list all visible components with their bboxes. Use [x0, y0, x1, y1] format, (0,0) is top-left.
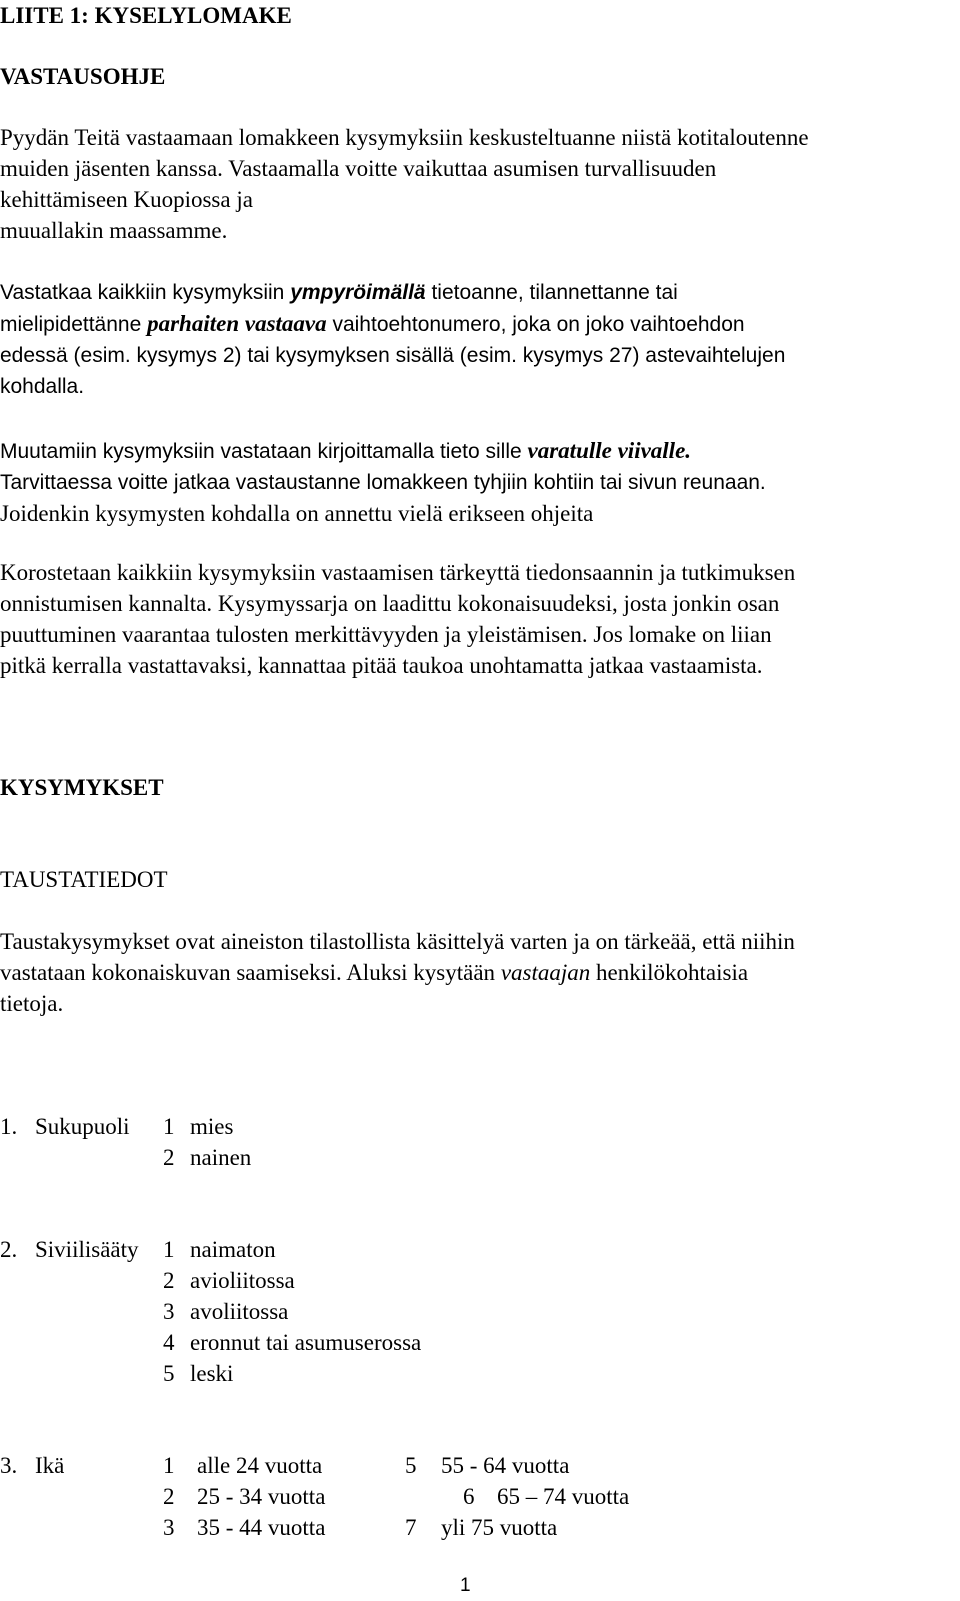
emphasis-line: Korostetaan kaikkiin kysymyksiin vastaamisen tärkeyttä tiedonsaannin ja tutkimuksen [0, 560, 796, 585]
option-label: avioliitossa [190, 1268, 295, 1293]
background-text: henkilökohtaisia [590, 960, 749, 985]
option-number[interactable]: 6 [463, 1484, 475, 1509]
rules-text: tietoanne, tilannettanne tai [425, 281, 678, 304]
rules-text: vaihtoehtonumero, joka on joko vaihtoehdon [326, 313, 745, 336]
intro-line: muuallakin maassamme. [0, 218, 228, 243]
question-number: 2. [0, 1237, 18, 1262]
question-label: Sukupuoli [35, 1114, 130, 1139]
option-label: leski [190, 1361, 234, 1386]
written-answers-paragraph [0, 435, 766, 529]
emphasis-line: pitkä kerralla vastattavaksi, kannattaa pitää taukoa unohtamatta jatkaa vastaamista. [0, 653, 763, 678]
option-label: yli 75 vuotta [441, 1515, 558, 1540]
intro-line: kehittämiseen Kuopiossa ja [0, 187, 253, 212]
option-number[interactable]: 3 [163, 1515, 175, 1540]
question-number: 1. [0, 1114, 18, 1139]
question-label: Ikä [35, 1453, 65, 1478]
option-label: mies [190, 1114, 234, 1139]
option-label: avoliitossa [190, 1299, 289, 1324]
rules-line: edessä (esim. kysymys 2) tai kysymyksen sisällä (esim. kysymys 27) astevaihtelujen [0, 344, 786, 367]
option-number[interactable]: 2 [163, 1268, 175, 1293]
intro-line: Pyydän Teitä vastaamaan lomakkeen kysymyksiin keskusteltuanne niistä kotitaloutenne [0, 125, 809, 150]
option-number[interactable]: 2 [163, 1145, 175, 1170]
instructions-heading: VASTAUSOHJE [0, 64, 166, 89]
rules-emphasis: ympyröimällä [290, 281, 426, 304]
background-line: tietoja. [0, 991, 64, 1016]
option-number[interactable]: 3 [163, 1299, 175, 1324]
intro-paragraph [0, 122, 809, 246]
option-label: 55 - 64 vuotta [441, 1453, 570, 1478]
option-number[interactable]: 2 [163, 1484, 175, 1509]
intro-line: muiden jäsenten kanssa. Vastaamalla voitte vaikuttaa asumisen turvallisuuden [0, 156, 717, 181]
rules-text: mielipidettänne [0, 313, 148, 336]
background-heading: TAUSTATIEDOT [0, 867, 168, 892]
emphasis-line: onnistumisen kannalta. Kysymyssarja on laadittu kokonaisuudeksi, josta jonkin osan [0, 591, 780, 616]
option-number[interactable]: 1 [163, 1453, 175, 1478]
option-label: eronnut tai asumuserossa [190, 1330, 422, 1355]
rules-emphasis: parhaiten vastaava [147, 311, 327, 336]
rules-line: kohdalla. [0, 375, 85, 398]
rules-line [0, 308, 785, 340]
rules-text: Vastatkaa kaikkiin kysymyksiin [0, 281, 291, 304]
rules-line [0, 277, 785, 308]
written-emphasis: varatulle viivalle. [527, 438, 692, 463]
appendix-heading: LIITE 1: KYSELYLOMAKE [0, 3, 292, 28]
option-number[interactable]: 4 [163, 1330, 175, 1355]
answer-rules-paragraph [0, 277, 785, 402]
background-emphasis: vastaajan [500, 960, 591, 985]
written-line: Joidenkin kysymysten kohdalla on annettu vielä erikseen ohjeita [0, 501, 594, 526]
written-line [0, 435, 766, 467]
background-intro-paragraph [0, 926, 795, 1019]
option-label: 65 – 74 vuotta [497, 1484, 630, 1509]
page-number: 1 [460, 1575, 471, 1596]
background-text: vastataan kokonaiskuvan saamiseksi. Aluksi kysytään [0, 960, 501, 985]
emphasis-line: puuttuminen vaarantaa tulosten merkittävyyden ja yleistämisen. Jos lomake on liian [0, 622, 772, 647]
emphasis-paragraph [0, 557, 795, 681]
option-number[interactable]: 5 [405, 1453, 417, 1478]
questions-heading: KYSYMYKSET [0, 775, 164, 800]
background-line [0, 957, 795, 988]
option-label: alle 24 vuotta [197, 1453, 323, 1478]
option-number[interactable]: 5 [163, 1361, 175, 1386]
option-number[interactable]: 7 [405, 1515, 417, 1540]
option-number[interactable]: 1 [163, 1237, 175, 1262]
option-label: nainen [190, 1145, 252, 1170]
option-label: naimaton [190, 1237, 276, 1262]
question-number: 3. [0, 1453, 18, 1478]
option-label: 35 - 44 vuotta [197, 1515, 326, 1540]
option-number[interactable]: 1 [163, 1114, 175, 1139]
question-label: Siviilisääty [35, 1237, 139, 1262]
written-text: Muutamiin kysymyksiin vastataan kirjoittamalla tieto sille [0, 440, 528, 463]
option-label: 25 - 34 vuotta [197, 1484, 326, 1509]
background-line: Taustakysymykset ovat aineiston tilastollista käsittelyä varten ja on tärkeää, että niihin [0, 929, 795, 954]
written-line: Tarvittaessa voitte jatkaa vastaustanne lomakkeen tyhjiin kohtiin tai sivun reunaan. [0, 471, 766, 494]
